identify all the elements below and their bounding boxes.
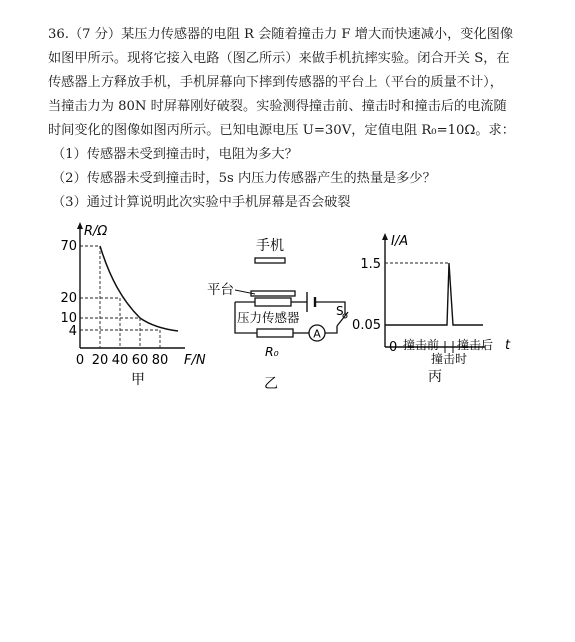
subquestion-3: （3）通过计算说明此次实验中手机屏幕是否会破裂 [52,195,351,210]
jia-ytick-10: 10 [60,311,77,326]
bing-y-arrow [382,233,388,240]
bing-ytick-15: 1.5 [360,257,381,272]
subquestion-list [52,143,436,215]
r0-label: R₀ [265,344,279,359]
jia-ylabel: R/Ω [84,224,108,239]
jia-xtick-80: 80 [151,353,169,368]
jia-ytick-70: 70 [60,239,77,254]
ammeter-label: A [313,327,321,341]
jia-xtick-20: 20 [91,353,109,368]
question-line: 当撞击力为 80N 时屏幕刚好破裂。实验测得撞击前、撞击时和撞击后的电流随 [48,99,507,114]
bing-after-label: 撞击后 [457,338,494,352]
jia-ytick-4: 4 [68,324,77,339]
sensor-label: 压力传感器 [237,310,300,325]
phone-shape [255,258,285,263]
question-line: 36.（7 分）某压力传感器的电阻 R 会随着撞击力 F 增大而快速减小，变化图像 [48,27,514,42]
jia-ytick-20: 20 [60,291,77,306]
bing-before-label: 撞击前 [403,338,440,352]
figure-jia [50,218,220,388]
platform-plate [251,291,295,296]
r0-resistor [257,329,293,337]
jia-xtick-40: 40 [111,353,129,368]
question-line: 时间变化的图像如图丙所示。已知电源电压 U=30V，定值电阻 R₀=10Ω。求： [48,123,515,138]
bing-caption: 丙 [428,369,442,385]
figure-bing [345,225,520,395]
figure-yi [205,228,365,398]
bing-ytick-005: 0.05 [352,318,381,333]
bing-series [385,263,483,325]
jia-caption: 甲 [131,372,145,388]
yi-caption: 乙 [264,376,278,392]
jia-xlabel: F/N [184,353,206,368]
question-body [48,23,538,143]
jia-xtick-60: 60 [131,353,149,368]
subquestion-1: （1）传感器未受到撞击时，电阻为多大？ [52,147,298,162]
jia-xtick-0: 0 [75,353,85,368]
switch-label: S [336,304,344,318]
sensor-resistor [255,298,291,306]
platform-label: 平台 [207,282,234,298]
bing-xlabel: t [505,338,511,353]
phone-label: 手机 [256,238,284,254]
subquestion-2: （2）传感器未受到撞击时，5s 内压力传感器产生的热量是多少？ [52,171,436,186]
bing-ylabel: I/A [391,234,409,249]
bing-origin: 0 [389,340,398,355]
jia-y-arrow [77,222,83,229]
bing-during-label: 撞击时 [431,352,468,366]
wire-bottom-right [325,326,337,333]
question-line: 如图甲所示。现将它接入电路（图乙所示）来做手机抗摔实验。闭合开关 S，在 [48,51,510,66]
question-line: 传感器上方释放手机，手机屏幕向下摔到传感器的平台上（平台的质量不计）， [48,75,503,90]
